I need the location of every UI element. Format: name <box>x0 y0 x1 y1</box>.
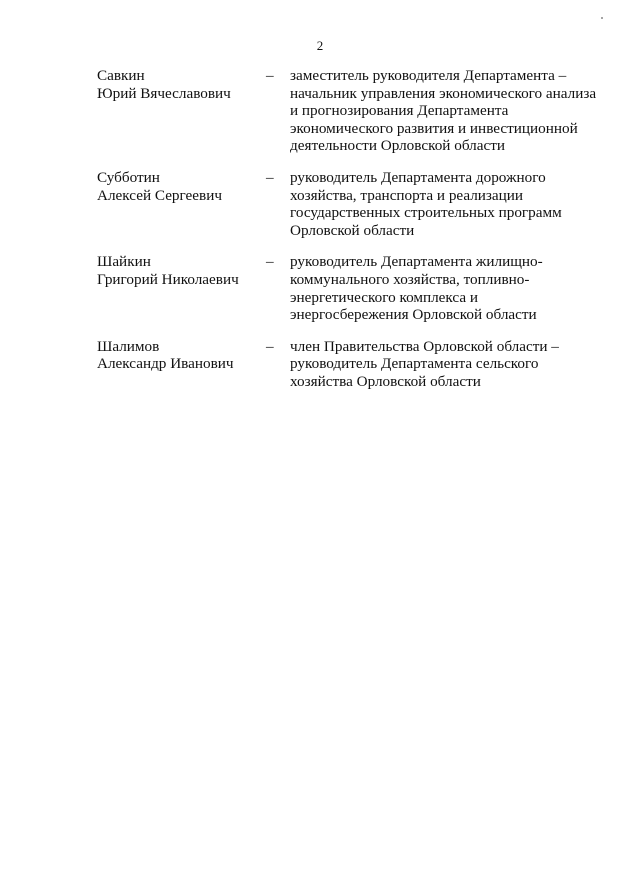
member-given-name: Алексей Сергеевич <box>97 186 222 204</box>
member-surname: Субботин <box>97 168 160 186</box>
position-line: коммунального хозяйства, топливно- <box>290 270 530 288</box>
member-position <box>290 253 610 323</box>
position-line: государственных строительных программ <box>290 204 562 222</box>
position-line: энергосбережения Орловской области <box>290 306 537 324</box>
position-line: энергетического комплекса и <box>290 288 479 306</box>
position-line: деятельности Орловской области <box>290 137 505 155</box>
member-given-name: Александр Иванович <box>97 355 234 373</box>
member-given-name: Юрий Вячеславович <box>97 84 231 102</box>
scan-speck <box>601 17 603 19</box>
member-surname: Шайкин <box>97 253 151 271</box>
position-line: член Правительства Орловской области – <box>290 337 559 355</box>
member-given-name: Григорий Николаевич <box>97 270 239 288</box>
position-line: хозяйства Орловской области <box>290 372 481 390</box>
position-line: и прогнозирования Департамента <box>290 102 509 120</box>
member-name <box>97 338 257 373</box>
member-name <box>97 169 257 204</box>
member-position <box>290 169 610 239</box>
entry-dash: – <box>266 67 274 84</box>
position-line: начальник управления экономического анализа <box>290 84 597 102</box>
member-position <box>290 67 610 155</box>
member-position <box>290 338 610 391</box>
position-line: руководитель Департамента дорожного <box>290 168 546 186</box>
entry-dash: – <box>266 337 274 355</box>
member-entry-subbotin <box>0 169 640 239</box>
position-line: Орловской области <box>290 221 415 239</box>
member-name <box>97 67 257 102</box>
member-surname: Савкин <box>97 67 145 84</box>
position-line: руководитель Департамента сельского <box>290 355 539 373</box>
position-line: экономического развития и инвестиционной <box>290 119 578 137</box>
member-entry-savkin <box>0 67 640 155</box>
position-line: заместитель руководителя Департамента – <box>290 67 567 84</box>
position-line: хозяйства, транспорта и реализации <box>290 186 524 204</box>
page-number: 2 <box>316 38 324 53</box>
member-entry-shaikin <box>0 253 640 323</box>
entry-dash: – <box>266 253 274 271</box>
member-list <box>0 67 640 391</box>
member-entry-shalimov <box>0 338 640 391</box>
member-surname: Шалимов <box>97 337 160 355</box>
member-name <box>97 253 257 288</box>
entry-dash: – <box>266 168 274 186</box>
position-line: руководитель Департамента жилищно- <box>290 253 543 271</box>
